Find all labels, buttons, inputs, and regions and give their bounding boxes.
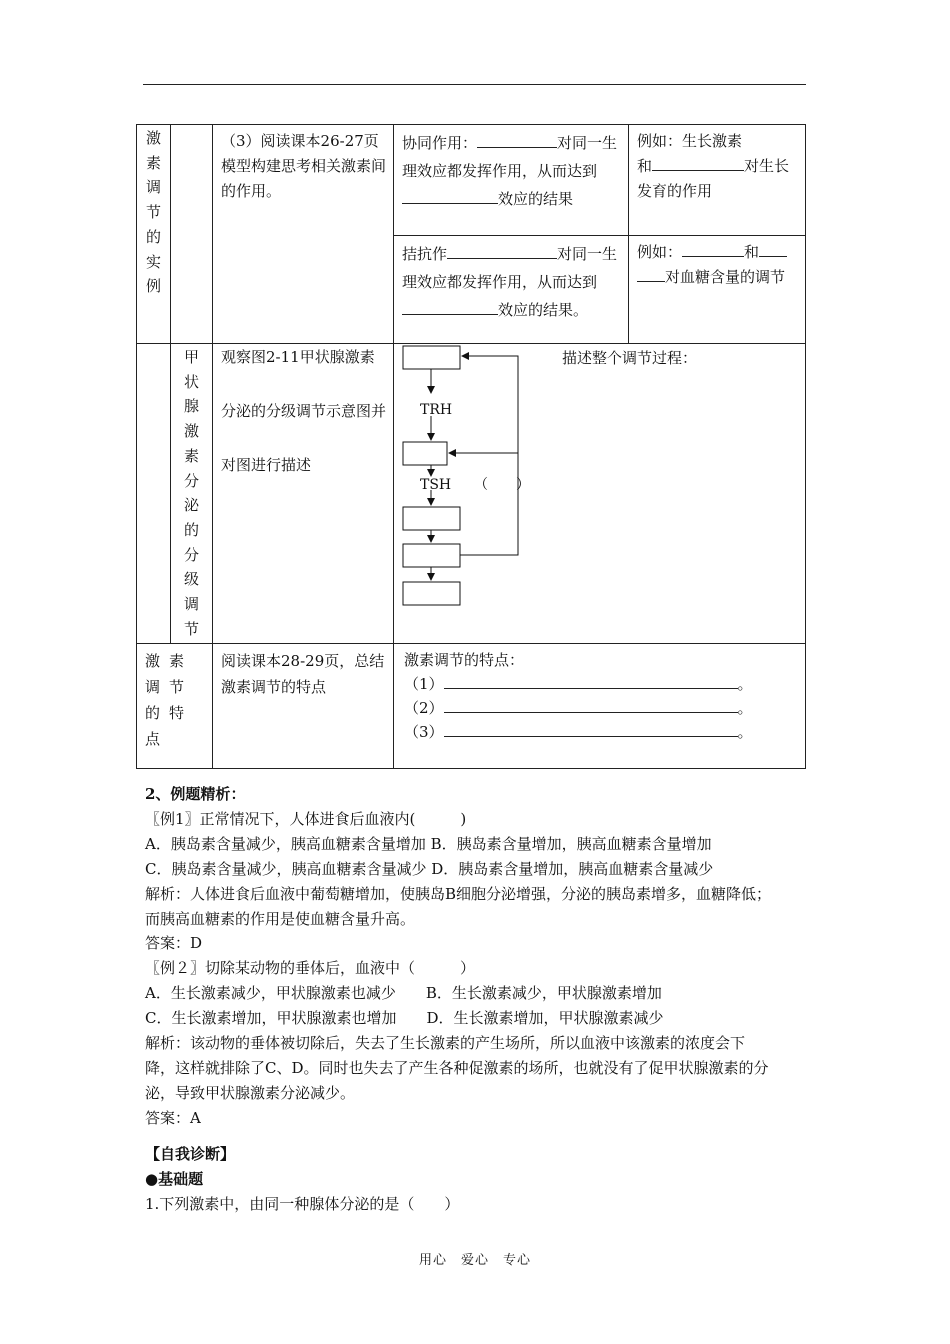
synergy-end: 效应的结果 <box>498 190 574 208</box>
describe-prompt: 描述整个调节过程： <box>562 349 698 367</box>
row2-heading-char: 激 <box>183 422 199 441</box>
row2-heading-char: 状 <box>183 372 199 391</box>
box-hypothalamus <box>403 346 460 369</box>
row2-heading-char: 泌 <box>183 496 199 515</box>
synergy-text: 对同一生理效应都发挥作用，从而达到 <box>402 134 618 180</box>
row2-empty-cell <box>137 344 171 644</box>
row2-heading <box>171 344 212 641</box>
example1-options-ab: A．胰岛素含量减少，胰高血糖素含量增加 B．胰岛素含量增加，胰高血糖素含量增加 <box>145 834 712 853</box>
row3-heading: 激素调节的特点 <box>145 652 194 748</box>
row1-heading-char: 素 <box>145 153 161 172</box>
feature-end-2: 。 <box>737 699 753 717</box>
row1-heading <box>137 125 170 299</box>
example1-explanation-1: 解析：人体进食后血液中葡萄糖增加，使胰岛B细胞分泌增强，分泌的胰岛素增多，血糖降低； <box>145 884 772 903</box>
feature-blank-2[interactable] <box>444 698 738 713</box>
feature-blank-1[interactable] <box>444 674 738 689</box>
box-thyroid <box>403 507 460 530</box>
antag-example-blank-3[interactable] <box>637 267 665 282</box>
header-rule <box>143 84 806 85</box>
page-footer: 用心 爱心 专心 <box>418 1253 531 1268</box>
row2-task: 观察图2-11甲状腺激素分泌的分级调节示意图并对图进行描述 <box>221 348 387 474</box>
row2-heading-char: 分 <box>183 471 199 490</box>
antag-example-a: 例如： <box>637 243 683 261</box>
question-1: 1.下列激素中，由同一种腺体分泌的是（ ） <box>145 1194 460 1213</box>
row2-task-cell <box>213 344 394 644</box>
synergy-example-b: 和 <box>637 157 653 175</box>
section-title: 2、例题精析： <box>145 785 246 803</box>
feature-end-3: 。 <box>737 723 753 741</box>
antag-text: 对同一生理效应都发挥作用，从而达到 <box>402 245 618 291</box>
antag-label: 拮抗作 <box>402 245 448 263</box>
feature-line-2 <box>404 696 799 720</box>
antag-example-cell <box>629 236 806 344</box>
feature-line-3 <box>404 720 799 744</box>
label-tsh: TSH <box>420 477 452 493</box>
row1-task-cell <box>213 125 394 344</box>
row2-heading-char: 的 <box>183 520 199 539</box>
row3-heading-cell <box>137 644 213 769</box>
self-diagnosis-section <box>145 1142 815 1217</box>
example2-explanation-2: 降，这样就排除了C、D。同时也失去了产生各种促激素的场所，也就没有了促甲状腺激素的分 <box>145 1058 769 1077</box>
row1-heading-char: 的 <box>145 227 161 246</box>
feedback-arrow-hypothalamus <box>460 356 518 555</box>
diagram-svg <box>394 344 806 642</box>
antag-blank-1[interactable] <box>447 244 557 259</box>
row2-heading-char: 分 <box>183 545 199 564</box>
example2-answer: 答案：A <box>145 1108 201 1127</box>
thyroid-regulation-diagram <box>394 344 805 642</box>
synergy-cell <box>394 125 629 236</box>
synergy-example-c: 对生长发育的作用 <box>637 157 790 200</box>
antag-example-blank-2[interactable] <box>759 242 787 257</box>
feature-num-3: （3） <box>404 723 444 741</box>
example1-options-cd: C．胰岛素含量减少，胰高血糖素含量减少 D．胰岛素含量增加，胰高血糖素含量减少 <box>145 859 714 878</box>
row1-task: （3）阅读课本26-27页模型构建思考相关激素间的作用。 <box>221 132 387 200</box>
synergy-blank-1[interactable] <box>477 133 557 148</box>
synergy-example-cell <box>629 125 806 236</box>
row1-empty-cell <box>171 125 213 344</box>
box-target <box>403 582 460 605</box>
synergy-blank-2[interactable] <box>402 189 498 204</box>
row1-heading-char: 激 <box>145 129 161 147</box>
row2-heading-char: 节 <box>183 619 199 638</box>
synergy-label: 协同作用： <box>402 134 478 152</box>
row2-heading-char: 甲 <box>183 348 199 366</box>
feature-end-1: 。 <box>737 675 753 693</box>
features-title: 激素调节的特点： <box>404 651 525 669</box>
antagonism-cell <box>394 236 629 344</box>
antag-example-c: 对血糖含量的调节 <box>665 268 786 286</box>
basic-questions-title: ●基础题 <box>145 1169 204 1188</box>
example2-question: 〖例２〗切除某动物的垂体后，血液中（ ） <box>145 959 476 978</box>
label-trh: TRH <box>420 402 453 418</box>
example1-question: 〖例1〗正常情况下，人体进食后血液内( ) <box>145 809 467 828</box>
antag-end: 效应的结果。 <box>498 301 589 319</box>
feature-num-1: （1） <box>404 675 444 693</box>
antag-blank-2[interactable] <box>402 300 498 315</box>
example2-explanation-1: 解析：该动物的垂体被切除后，失去了生长激素的产生场所，所以血液中该激素的浓度会下 <box>145 1034 746 1053</box>
examples-section <box>145 782 815 1131</box>
feature-line-1 <box>404 672 799 696</box>
row1-heading-char: 节 <box>145 203 161 222</box>
study-table <box>136 124 806 769</box>
example2-options-cd: C．生长激素增加，甲状腺激素也增加 D．生长激素增加，甲状腺激素减少 <box>145 1009 664 1028</box>
row1-heading-cell <box>137 125 171 344</box>
feature-num-2: （2） <box>404 699 444 717</box>
features-cell <box>394 644 806 769</box>
box-pituitary <box>403 442 447 465</box>
row2-heading-char: 调 <box>183 595 199 614</box>
antag-example-b: 和 <box>744 243 760 261</box>
example2-options-ab: A．生长激素减少，甲状腺激素也减少 B．生长激素减少，甲状腺激素增加 <box>145 984 662 1003</box>
synergy-example-blank[interactable] <box>652 156 744 171</box>
label-blank-hormone[interactable]: （ ） <box>474 477 530 493</box>
row2-heading-cell <box>171 344 213 644</box>
antag-example-blank-1[interactable] <box>682 242 744 257</box>
example1-explanation-2: 而胰高血糖素的作用是使血糖含量升高。 <box>145 909 416 928</box>
row3-task-cell <box>213 644 394 769</box>
synergy-example-a: 例如：生长激素 <box>637 132 743 150</box>
diagram-cell <box>394 344 806 644</box>
row1-heading-char: 例 <box>145 277 161 296</box>
self-diagnosis-title: 【自我诊断】 <box>145 1145 236 1163</box>
row2-heading-char: 腺 <box>183 397 199 416</box>
box-hormone <box>403 544 460 567</box>
row2-heading-char: 素 <box>183 446 199 465</box>
row1-heading-char: 调 <box>145 178 161 197</box>
row2-heading-char: 级 <box>183 570 199 589</box>
row3-task: 阅读课本28-29页，总结激素调节的特点 <box>221 652 385 696</box>
feature-blank-3[interactable] <box>444 722 738 737</box>
example2-explanation-3: 泌，导致甲状腺激素分泌减少。 <box>145 1083 356 1102</box>
row1-heading-char: 实 <box>145 252 161 271</box>
example1-answer: 答案：D <box>145 934 203 953</box>
